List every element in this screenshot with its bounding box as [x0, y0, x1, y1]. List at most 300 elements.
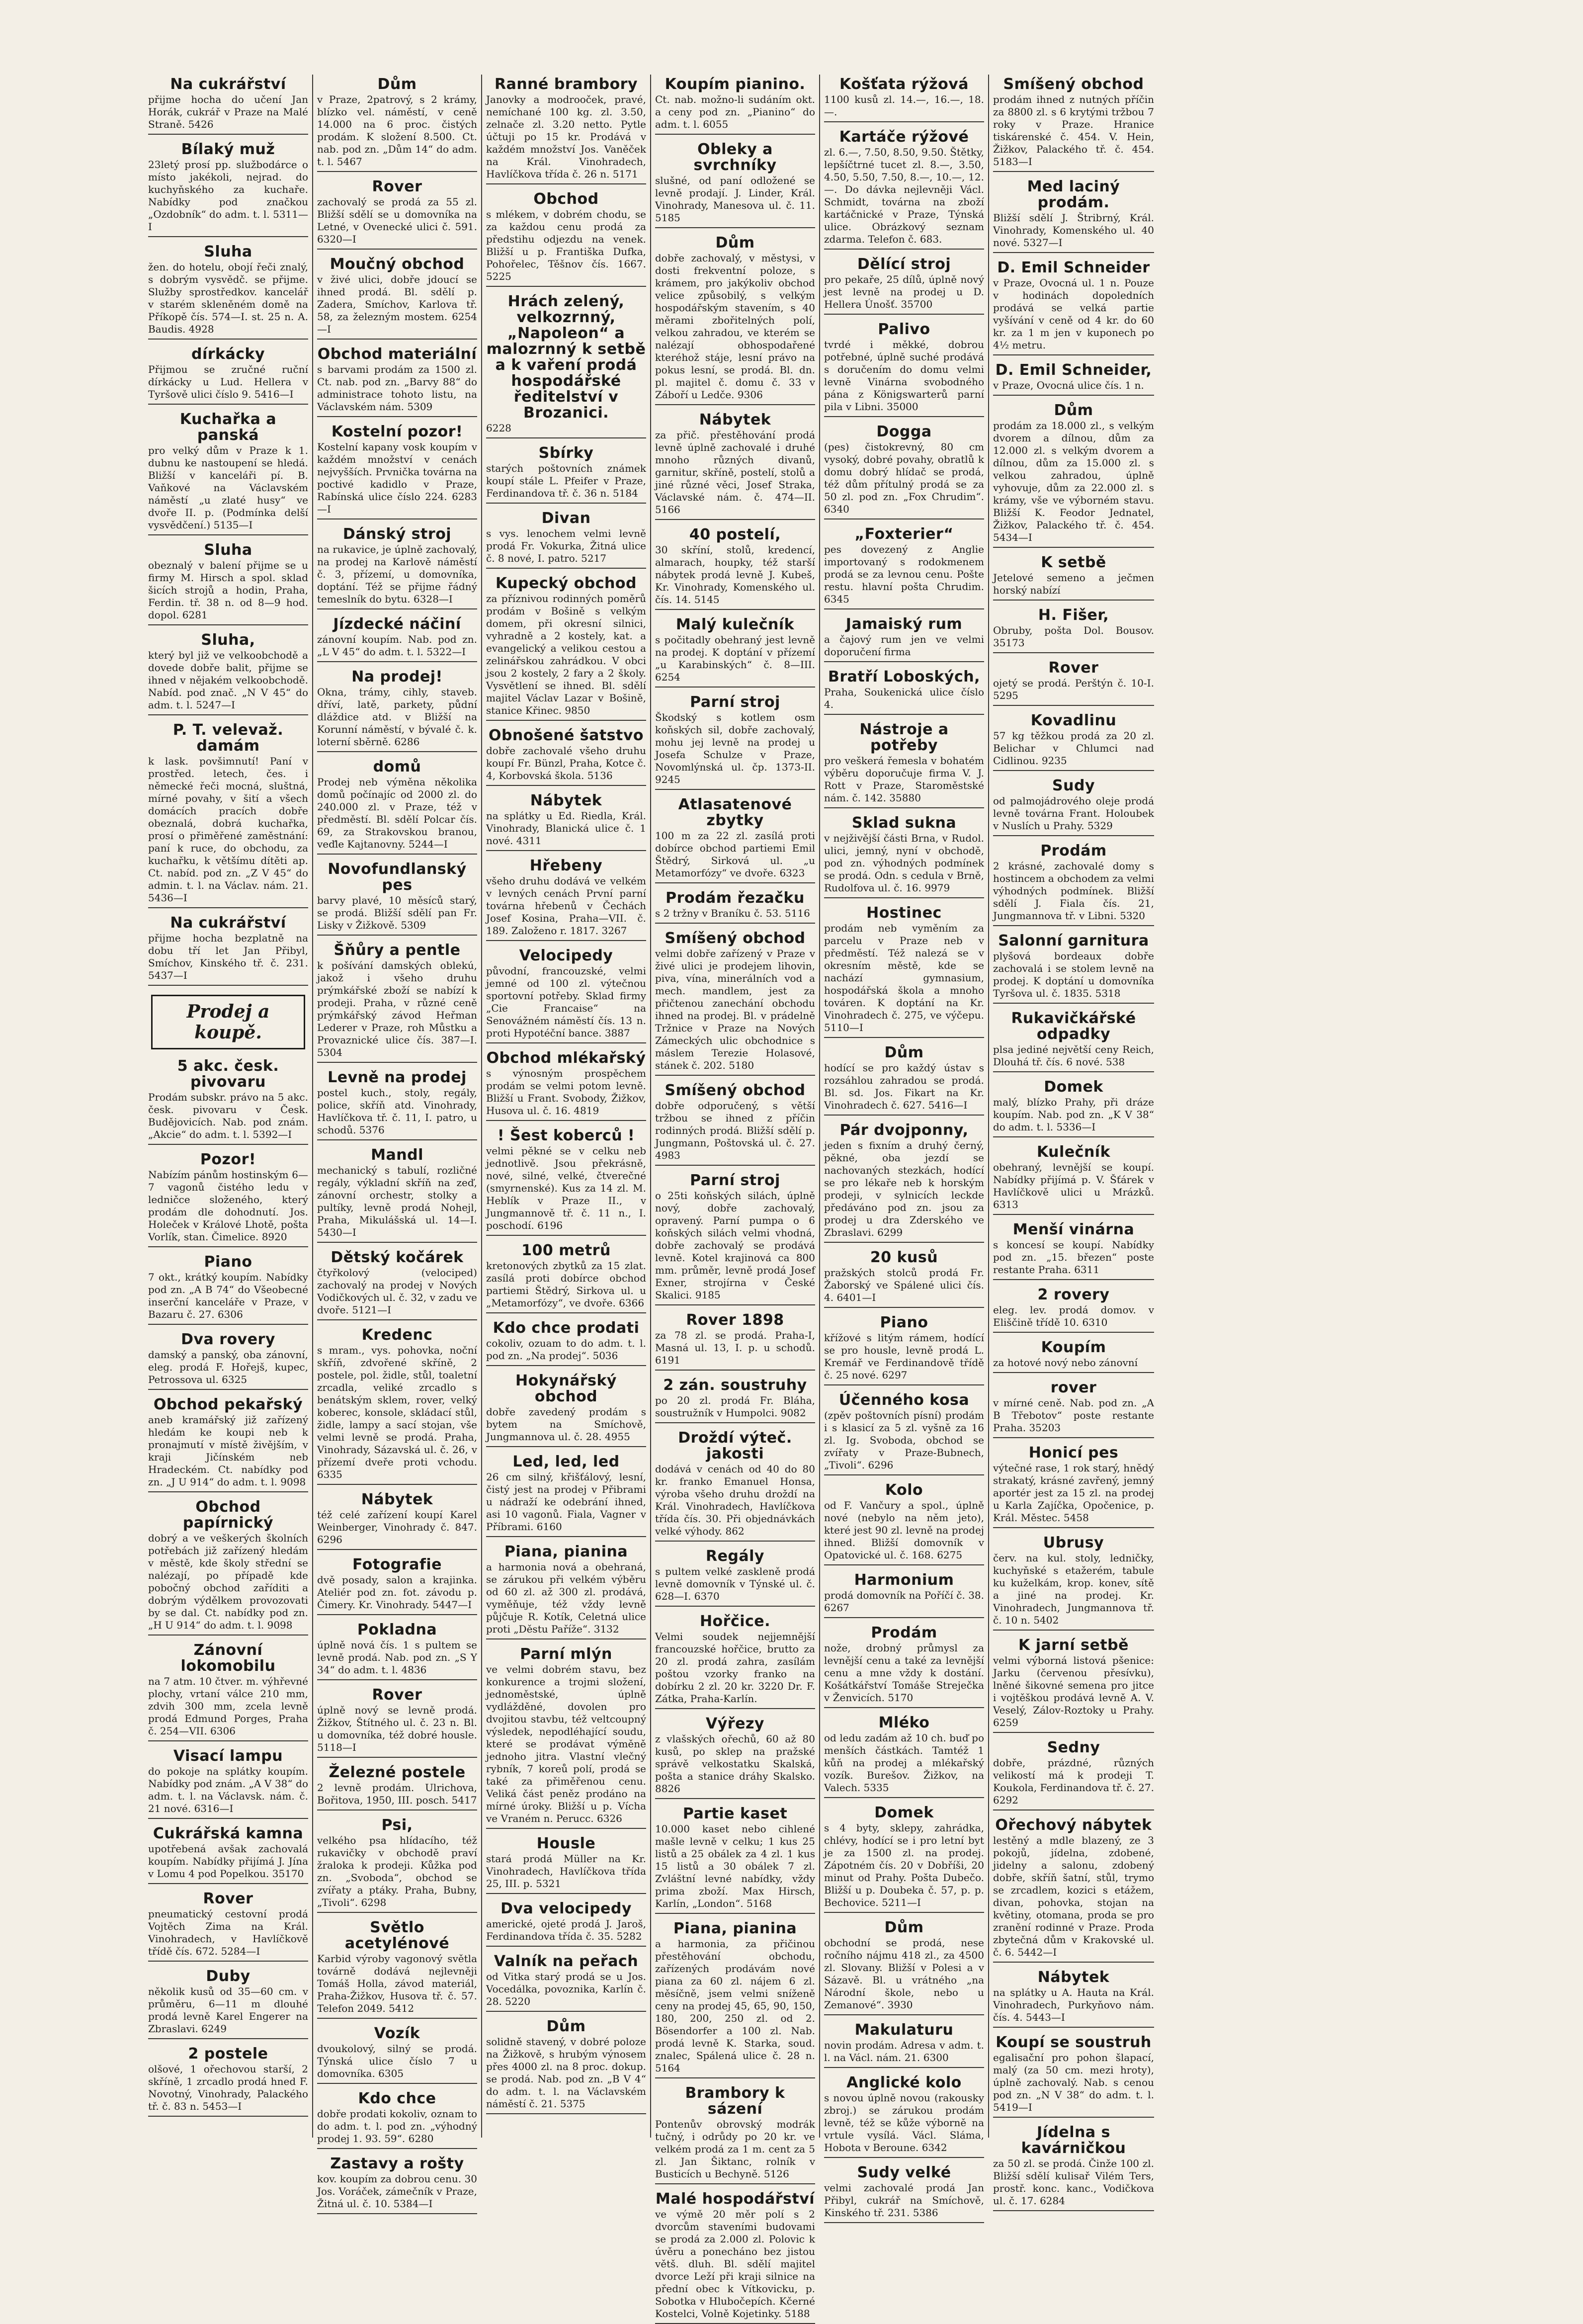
ad-body: starých poštovních známek koupí stále L. Pfeifer v Praze, Ferdinandova tř. č. 36 n. 5184 — [486, 462, 646, 499]
ad-divider — [824, 2014, 984, 2015]
ad-heading: Dva velocipedy — [500, 1900, 632, 1917]
ad-body: barvy plavé, 10 měsíců starý, se prodá. Bližší sdělí pan Fr. Lisky v Žižkově. 5309 — [317, 894, 477, 931]
ad-body: s mram., vys. pohovka, noční skříň, zdvořené skříně, 2 postele, pol. židle, stůl, toaletní zrcadla, veliké zrcadlo s benátským sklem, rover, velký koberec, konsole, skládací stůl, židle, lampy a sací stojan, vše velmi levně se prodá. Praha, Vinohrady, Sázavská ul. č. 26, v přízemí dveře proti vchodu. 6335 — [317, 1344, 477, 1480]
ad-body: dobře zachovalý, v městysi, v dosti frekventní poloze, s krámem, pro jakýkoliv obchod velice způsobilý, s velkým hospodářským stavením, s 40 měrami zbořitelných polí, velkou zahradou, ve kterém se nalézají obhospodařené kteréhož stáje, lesní právo na pokus lesní, se prodá. Bl. dn. pl. majitel č. domu č. 33 v Záboří u Ledče. 9306 — [655, 252, 815, 401]
ad-heading: Hrách zelený, velkozrnný, „Napoleon“ a malozrnný k setbě a k vaření prodá hospodářské ředitelství v Brozanici. — [486, 293, 646, 422]
ad-divider — [148, 1324, 308, 1325]
classified-ads-page — [144, 75, 1496, 2320]
ad-divider — [655, 519, 815, 520]
ad-divider — [993, 395, 1154, 396]
ad-divider — [148, 1144, 308, 1145]
classified-ad — [824, 526, 984, 609]
ad-divider — [317, 854, 477, 855]
classified-ad — [824, 77, 984, 122]
ad-heading: Sklad sukna — [851, 814, 957, 832]
ad-divider — [993, 2117, 1154, 2118]
classified-ad — [317, 861, 477, 936]
ad-divider — [317, 2018, 477, 2019]
ad-heading: Obchod mlékařský — [486, 1049, 646, 1067]
ad-divider — [993, 171, 1154, 172]
ad-divider — [486, 286, 646, 287]
ad-divider — [824, 1912, 984, 1913]
ad-heading: 40 postelí, — [689, 526, 781, 543]
classified-ad — [993, 179, 1154, 253]
ad-heading: Na prodej! — [351, 668, 443, 686]
ad-heading: Nábytek — [699, 411, 771, 429]
ad-body: a harmonia nová a obehraná, se zárukou při velkém výběru od 60 zl. až 300 zl. prodává, vyměňuje, též vždy levně půjčuje R. Kotík, Celetná ulice proti „Děstu Paříže“. 3132 — [486, 1561, 646, 1635]
classified-ad — [993, 403, 1154, 548]
ad-divider — [317, 751, 477, 752]
classified-ad — [993, 1011, 1154, 1072]
ad-heading: Na cukrářství — [170, 76, 286, 93]
classified-ad — [993, 2035, 1154, 2118]
ad-heading: Malé hospodářství — [655, 2190, 815, 2208]
ad-body: výtečné rase, 1 rok starý, hnědý strakatý, krásné zavřený, jemný aportér jest za 15 zl. na prodej u Karla Zajíčka, Opočenice, p. Král. Městec. 5458 — [993, 1462, 1154, 1524]
ad-body: Prodám subskr. právo na 5 akc. česk. pivovaru v Česk. Budějovicích. Nab. pod znám. „Akcie“ do adm. t. l. 5392—I — [148, 1091, 308, 1140]
ad-heading: Cukrářská kamna — [153, 1825, 304, 1842]
ad-heading: Dva rovery — [181, 1331, 275, 1348]
ad-heading: Na cukrářství — [170, 914, 286, 932]
ad-body: žen. do hotelu, obojí řeči znalý, s dobrým vysvědč. se přijme. Služby sprostředkov. kancelář v starém skleněném domě na Příkopě čís. 574—I. st. 25 n. A. Baudis. 4928 — [148, 261, 308, 335]
classified-ad — [486, 1836, 646, 1894]
ad-heading: Regály — [705, 1548, 764, 1565]
ad-divider — [655, 2077, 815, 2078]
classified-ad — [824, 669, 984, 715]
classified-ad — [148, 915, 308, 986]
classified-ad — [824, 129, 984, 250]
ad-heading: Obchod papírnický — [182, 1498, 274, 1532]
ad-heading: Rukavičkářské odpadky — [1011, 1010, 1136, 1043]
ad-heading: Obleky a svrchníky — [693, 141, 777, 174]
classified-ad — [824, 815, 984, 898]
classified-ad — [486, 77, 646, 184]
ad-heading: Dětský kočárek — [331, 1249, 464, 1266]
classified-ad — [486, 1320, 646, 1366]
ad-heading: Pár dvojponny, — [839, 1121, 969, 1139]
ad-heading: Pokladna — [357, 1621, 437, 1638]
ad-body: egalisační pro pohon šlapací, malý (za 50 cm. mezi hroty), úplně zachovalý. Nab. s cenou pod zn. „N V 38“ do adm. t. l. 5419—I — [993, 2052, 1154, 2113]
classified-ad — [655, 1430, 815, 1542]
ad-body: Bližší sdělí J. Štribrný, Král. Vinohrady, Komenského ul. 40 nové. 5327—I — [993, 212, 1154, 249]
ad-body: pneumatický cestovní prodá Vojtěch Zima na Král. Vinohradech, v Havlíčkově třídě čís. 672. 5284—I — [148, 1908, 308, 1957]
ad-divider — [486, 503, 646, 504]
classified-ad — [824, 1250, 984, 1308]
classified-ad — [655, 2085, 815, 2184]
ad-body: 23letý prosí pp. službodárce o místo jakékoli, nejrad. do kuchyňského za kuchaře. Nabídky pod značkou „Ozdobník“ do adm. t. l. 5311—I — [148, 159, 308, 233]
ad-divider — [486, 1638, 646, 1639]
ad-divider — [655, 1370, 815, 1371]
ad-body: dvoukolový, silný se prodá. Týnská ulice číslo 7 u domovníka. 6305 — [317, 2043, 477, 2079]
ad-body: dobrý a ve veškerých školních potřebách již zařízený hledám v městě, kde školy střední se nalézají, po případě kde pobočný obchod zaříditi a dobrým výdělkem provozovati by se dal. Ct. nabídky pod zn. „H U 914“ do adm. t. l. 9098 — [148, 1532, 308, 1631]
ad-heading: Obchod — [533, 190, 599, 208]
ad-divider — [148, 624, 308, 625]
ad-heading: Domek — [1044, 1078, 1103, 1096]
ad-heading: P. T. velevaž. damám — [172, 721, 284, 755]
classified-ad — [486, 1954, 646, 2012]
ad-heading: Dům — [377, 76, 417, 93]
classified-ad — [317, 424, 477, 519]
ad-body: 100 m za 22 zl. zasílá proti dobírce obchod partiemi Emil Štědrý, Sirková ul. „u Metamorfózy“ ve dvoře. 6323 — [655, 830, 815, 879]
ad-heading: K setbě — [1041, 554, 1106, 571]
ad-heading: Piano — [880, 1314, 928, 1331]
ad-divider — [317, 171, 477, 172]
ad-divider — [993, 1003, 1154, 1004]
ad-divider — [824, 314, 984, 315]
classified-ad — [317, 1147, 477, 1243]
ad-divider — [824, 249, 984, 250]
ad-heading: „Foxterier“ — [854, 525, 954, 543]
ad-heading: Nástroje a potřeby — [859, 721, 949, 754]
ad-body: dobře zavedený prodám s bytem na Smíchově, Jungmannova ul. č. 28. 4955 — [486, 1406, 646, 1443]
classified-ad — [993, 1535, 1154, 1631]
ad-divider — [486, 1946, 646, 1947]
classified-ad — [317, 1557, 477, 1615]
ad-column — [482, 75, 651, 2138]
classified-ad — [824, 2022, 984, 2068]
ad-divider — [148, 714, 308, 715]
classified-ad — [486, 793, 646, 851]
classified-ad — [993, 362, 1154, 396]
ad-heading: Zastavy a rošty — [330, 2155, 464, 2172]
ad-heading: Parní mlýn — [520, 1645, 612, 1663]
classified-ad — [655, 890, 815, 924]
ad-body: a harmonia, za přičinou přestěhování obchodu, zařízených prodávám nové piana za 60 zl. nájem 6 zl. měsíčně, jsem velmi sníženě ceny na prodej 45, 65, 90, 150, 180, 200, 250 zl. od 2. Bösendorfer a 100 zl. Nab. prodá levně K. Starka, soud. znalec, Spálená ulice č. 28 n. 5164 — [655, 1938, 815, 2074]
ad-heading: Hořčice. — [699, 1613, 771, 1630]
classified-ad — [317, 2091, 477, 2149]
ad-body: zl. 6.—, 7.50, 8.50, 9.50. Štětky, lepšíčtrné tucet zl. 8.—, 3.50, 4.50, 5.50, 7.50, 8.—, 10.—, 12.—. Do dávka nejlevněji Václ. Schmidt, továrna na zboží kartáčnické v Praze, Týnská ulice. Obrázkový seznam zdarma. Telefon č. 683. — [824, 146, 984, 245]
classified-ad — [824, 2075, 984, 2158]
classified-ad — [993, 1340, 1154, 1373]
ad-body: s 4 byty, sklepy, zahrádka, chlévy, hodící se i pro letní byt je za 1500 zl. na prodej. Zápotném čís. 20 v Dobříši, 20 minut od Prahy. Pošta Dubečo. Bližší u p. Doubeka č. 57, p. p. Bechovice. 5211—I — [824, 1822, 984, 1908]
classified-ad — [317, 1687, 477, 1758]
ad-divider — [655, 923, 815, 924]
ad-heading: Jízdecké náčiní — [333, 615, 461, 633]
ad-heading: Dům — [1054, 402, 1093, 419]
ad-heading: Rover 1898 — [686, 1311, 784, 1329]
ad-body: plsa jediné největší ceny Reich, Dlouhá tř. čís. 6 nové. 538 — [993, 1043, 1154, 1068]
ad-divider — [655, 1708, 815, 1709]
ad-divider — [993, 835, 1154, 836]
ad-divider — [317, 416, 477, 417]
ad-divider — [486, 1365, 646, 1366]
classified-ad — [993, 1222, 1154, 1280]
ad-body: kov. koupím za dobrou cenu. 30 Jos. Voráček, zámečník v Praze, Žitná ul. č. 10. 5384—I — [317, 2173, 477, 2210]
ad-heading: Sedny — [1047, 1739, 1100, 1756]
ad-column — [144, 75, 313, 2138]
classified-ad — [655, 1083, 815, 1166]
ad-divider — [486, 2113, 646, 2114]
classified-ad — [317, 77, 477, 172]
ad-divider — [317, 1484, 477, 1485]
ad-body: americké, ojeté prodá J. Jaroš, Ferdinandova třída č. 35. 5282 — [486, 1918, 646, 1942]
ad-heading: Kuchařka a panská — [179, 411, 277, 444]
classified-ad — [317, 759, 477, 855]
classified-ad — [824, 905, 984, 1038]
classified-ad — [148, 1254, 308, 1325]
ad-body: pes dovezený z Anglie importovaný s rodokmenem prodá se za levnou cenu. Pošte restu. hlavní pošta Chrudim. 6345 — [824, 543, 984, 605]
ad-divider — [655, 687, 815, 688]
classified-ad — [655, 77, 815, 135]
ad-divider — [148, 134, 308, 135]
ad-divider — [993, 252, 1154, 253]
ad-body: prodám neb vyměním za parcelu v Praze neb v předměstí. Též nalezá se v okresním městě, kde se nachází gymnasium, hospodářská škola a mnoho továren. K doptání na Kr. Vinohradech č. 275, ve výčepu. 5110—I — [824, 922, 984, 1033]
ad-heading: Vozík — [374, 2025, 420, 2042]
ad-heading: Účenného kosa — [838, 1391, 970, 1409]
ad-body: s 2 tržny v Braníku č. 53. 5116 — [655, 907, 810, 919]
classified-ad — [993, 1817, 1154, 1963]
ad-heading: Hokynářský obchod — [515, 1372, 617, 1405]
ad-body: v nejživější části Brna, v Rudol. ulici, jemný, nyní v obchodě, pod zn. výhodných podmínek se prodá. Odn. s cedula v Brně, Rudolfova ul. č. 16. 9979 — [824, 832, 984, 894]
section-heading: Prodej a koupě. — [151, 995, 305, 1049]
classified-ad — [317, 943, 477, 1063]
ad-column — [820, 75, 989, 2219]
classified-ad — [993, 778, 1154, 836]
ad-divider — [148, 1883, 308, 1884]
classified-ad — [824, 1920, 984, 2015]
ad-divider — [486, 568, 646, 569]
classified-ad — [148, 1152, 308, 1247]
classified-ad — [655, 694, 815, 790]
ad-heading: Sluha — [204, 243, 252, 260]
ad-body: slušné, od paní odložené se levně prodají. J. Linder, Král. Vinohrady, Manesova ul. č. 11. 5185 — [655, 174, 815, 224]
ad-heading: Kdo chce prodati — [493, 1319, 640, 1337]
ad-body: olšové, 1 ořechovou starší, 2 skříně, 1 zrcadlo prodá hned F. Novotný, Vinohrady, Palackého tř. č. 83 n. 5453—I — [148, 2063, 308, 2112]
ad-heading: Kolo — [885, 1481, 923, 1499]
ad-body: Škodský s kotlem osm koňských sil, dobře zachovalý, mohu jej levně na prodej u Josefa Schulze v Praze, Novomlýnská ul. čp. 1373-II. 9245 — [655, 711, 815, 785]
classified-ad — [148, 244, 308, 340]
ad-heading: Valník na peřach — [494, 1953, 639, 1970]
classified-ad — [317, 1327, 477, 1485]
ad-heading: Partie kaset — [682, 1805, 788, 1822]
ad-heading: Visací lampu — [173, 1747, 283, 1765]
ad-body: hodící se pro každý ústav s rozsáhlou zahradou se prodá. Bl. sd. Jos. Fikart na Kr. Vinohradech č. 627. 5416—I — [824, 1062, 984, 1111]
ad-heading: Dánský stroj — [342, 525, 452, 543]
ad-body: 2 krásné, zachovalé domy s hostincem a obchodem za velmi výhodných podmínek. Bližší sdělí J. Fiala čís. 21, Jungmannova tř. v Libni. 5320 — [993, 860, 1154, 922]
classified-ad — [317, 2156, 477, 2214]
classified-ad — [655, 1377, 815, 1423]
ad-divider — [824, 661, 984, 662]
ad-divider — [993, 1527, 1154, 1528]
ad-divider — [486, 1536, 646, 1537]
ad-column — [989, 75, 1158, 2207]
ad-body: 57 kg těžkou prodá za 20 zl. Belichar v Chlumci nad Cidlinou. 9235 — [993, 730, 1154, 767]
ad-body: Ct. nab. možno-li sudáním okt. a ceny pod zn. „Pianino“ do adm. t. l. 6055 — [655, 93, 815, 130]
classified-ad — [148, 632, 308, 715]
classified-ad — [993, 260, 1154, 355]
classified-ad — [148, 1748, 308, 1819]
ad-divider — [148, 2038, 308, 2039]
ad-divider — [655, 1422, 815, 1423]
ad-divider — [993, 547, 1154, 548]
ad-body: Karbid výroby vagonový světla továrně dodává nejlevněji Tomáš Holla, závod materiál, Praha-Žižkov, Husova tř. č. 57. Telefon 2049. 5412 — [317, 1953, 477, 2014]
ad-divider — [486, 1893, 646, 1894]
classified-ad — [993, 555, 1154, 601]
ad-divider — [317, 1139, 477, 1140]
ad-divider — [655, 1913, 815, 1914]
classified-ad — [317, 1250, 477, 1320]
ad-heading: Brambory k sázení — [685, 2084, 785, 2118]
ad-heading: Pozor! — [200, 1151, 256, 1168]
classified-ad — [824, 1315, 984, 1385]
ad-body: o 25ti koňských silách, úplně nový, dobře zachovalý, opravený. Parní pumpa o 6 koňských silách velmi vhodná, dobře zachovalý se prodává levně. Kotel krajinová ca 800 mm. průměr, levně prodá Josef Exner, strojírna v České Skalici. 9185 — [655, 1190, 815, 1301]
classified-ad — [993, 1740, 1154, 1810]
classified-ad — [148, 1642, 308, 1741]
classified-ad — [486, 1454, 646, 1537]
ad-heading: Sluha, — [201, 631, 255, 649]
classified-ad — [655, 1549, 815, 1607]
ad-heading: Anglické kolo — [846, 2074, 962, 2091]
ad-heading: Rover — [203, 1890, 253, 1907]
ad-divider — [824, 1707, 984, 1708]
classified-ad — [993, 1380, 1154, 1438]
ad-divider — [993, 652, 1154, 653]
ad-body: úplně nový se levně prodá. Žižkov, Štítného ul. č. 23 n. Bl. u domovníka, též dobré housle. 5118—I — [317, 1704, 477, 1753]
ad-body: od palmojádrového oleje prodá levně továrna Frant. Holoubek v Nuslích u Prahy. 5329 — [993, 795, 1154, 832]
ad-divider — [655, 1165, 815, 1166]
ad-body: upotřebená avšak zachovalá koupím. Nabídky přijímá J. Jína v Lomu 4 pod Popelkou. 35170 — [148, 1843, 308, 1880]
ad-heading: D. Emil Schneider, — [995, 361, 1152, 379]
ad-heading: 2 zán. soustruhy — [663, 1377, 807, 1394]
ad-divider — [824, 1617, 984, 1618]
classified-ad — [824, 722, 984, 808]
ad-heading: Nábytek — [361, 1491, 433, 1508]
ad-divider — [655, 404, 815, 405]
ad-body: s pultem velké zaskleně prodá levně domovník v Týnské ul. č. 628—I. 6370 — [655, 1565, 815, 1602]
classified-ad — [655, 142, 815, 228]
ad-body: s výnosným prospěchem prodám se velmi potom levně. Bližší u Frant. Svobody, Žižkov, Husova ul. č. 16. 4819 — [486, 1067, 646, 1117]
ad-divider — [824, 416, 984, 417]
ad-body: v mírné ceně. Nab. pod zn. „A B Třebotov“ poste restante Praha. 35203 — [993, 1397, 1154, 1434]
ad-heading: Kostelní pozor! — [331, 423, 463, 440]
ad-heading: Menší vinárna — [1012, 1221, 1135, 1238]
ad-heading: Levně na prodej — [328, 1069, 467, 1086]
classified-ad — [317, 1070, 477, 1140]
ad-divider — [317, 1319, 477, 1320]
ad-heading: Obnošené šatstvo — [488, 727, 644, 744]
ad-body: velmi výborná listová pšenice: Jarku (červenou přesívku), lněné šikovné semena pro jitce i vojtěškou prodává levně A. V. Veselý, Zálov-Roztoky u Prahy. 6259 — [993, 1654, 1154, 1728]
ad-heading: Jamaiský rum — [845, 615, 963, 633]
ad-divider — [486, 183, 646, 184]
ad-body: Přijmou se zručné ruční dírkácky u Lud. Hellera v Tyršově ulici číslo 9. 5416—I — [148, 363, 308, 400]
ad-divider — [655, 789, 815, 790]
ad-body: též celé zařízení koupí Karel Weinberger, Vinohrady č. 847. 6296 — [317, 1509, 477, 1546]
classified-ad — [655, 235, 815, 405]
ad-heading: Dělící stroj — [857, 256, 951, 273]
classified-ad — [993, 933, 1154, 1004]
ad-divider — [148, 1818, 308, 1819]
ad-heading: Ranné brambory — [494, 76, 638, 93]
ad-body: s mlékem, v dobrém chodu, se za každou cenu prodá za předstihu odjezdu na venek. Bližší u p. Františka Dufka, Pohořelec, Těšnov čís. 1667. 5225 — [486, 208, 646, 282]
ad-body: eleg. lev. prodá domov. v Eliščině třídě 10. 6310 — [993, 1304, 1154, 1328]
ad-divider — [317, 249, 477, 250]
ad-divider — [824, 608, 984, 609]
ad-heading: Housle — [536, 1835, 596, 1852]
ad-divider — [993, 925, 1154, 926]
classified-ad — [486, 191, 646, 287]
classified-ad — [148, 412, 308, 535]
ad-body: původní, francouzské, velmi jemné od 100 zl. výtečnou sportovní potřeby. Sklad firmy „Cie Francaise“ na Senovážném náměstí čís. 13 n. proti Hypotéční bance. 3887 — [486, 965, 646, 1039]
classified-ad — [655, 1173, 815, 1305]
classified-ad — [655, 1921, 815, 2078]
ad-heading: Palivo — [878, 321, 930, 338]
ad-heading: Piano — [204, 1253, 252, 1271]
ad-body: v živé ulici, dobře jdoucí se ihned prodá. Bl. sdělí p. Zadera, Smíchov, Karlova tř. 58, za železným mostem. 6254—I — [317, 273, 477, 335]
ad-body: v Praze, Ovocná ul. 1 n. Pouze v hodinách dopoledních prodává se velká partie vyšívání v ceně od 4 kr. do 60 kr. za 1 m jen v kuponech po 4½ metru. — [993, 277, 1154, 351]
classified-ad — [148, 142, 308, 237]
classified-ad — [148, 2046, 308, 2117]
ad-body: velmi zachovalé prodá Jan Přibyl, cukrář na Smíchově, Kinského tř. 231. 5386 — [824, 2182, 984, 2219]
ad-divider — [148, 404, 308, 405]
classified-ad — [655, 1806, 815, 1914]
ad-divider — [317, 1679, 477, 1680]
ad-heading: Ořechový nábytek — [995, 1816, 1152, 1834]
classified-ad — [148, 722, 308, 908]
classified-ad — [486, 511, 646, 569]
ad-heading: Mléko — [878, 1714, 930, 1731]
ad-divider — [824, 1115, 984, 1116]
ad-body: ve velmi dobrém stavu, bez konkurence a trojmi složení, jednoměstské, úplně vydlážděné, dovolen pro dvojitou stavbu, též veltcoupný výsledek, nepodléhající soudu, které se prodávat výměně jednoho jitra. Vlastní vlečný rybník, 7 koreů polí, prodá se také za přiměřenou cenu. Veliká část peněz prodáno na mírné úroky. Bližší u p. Vícha ve Vraném n. Perucc. 6326 — [486, 1663, 646, 1824]
ad-divider — [993, 2027, 1154, 2028]
classified-ad — [993, 2125, 1154, 2211]
ad-body: dvě posady, salon a krajinka. Ateliér pod zn. fot. závodu p. Čimery. Kr. Vinohrady. 5447—I — [317, 1574, 477, 1611]
classified-ad — [317, 616, 477, 662]
ad-heading: Hostinec — [866, 904, 942, 922]
ad-heading: 5 akc. česk. pivovaru — [177, 1057, 279, 1091]
classified-ad — [655, 412, 815, 520]
ad-divider — [317, 339, 477, 340]
ad-body: (pes) čistokrevný, 80 cm vysoký, dobré povahy, obratlů k domu dobrý hlídač se prodá, též dům přítulný prodá se za 50 zl. pod zn. „Fox Chrudim“. 6340 — [824, 441, 984, 515]
ad-heading: dírkácky — [191, 345, 265, 363]
ad-body: plyšová bordeaux dobře zachovalá i se stolem levně na prodej. K doptání u domovníka Tyršova ul. č. 1835. 5318 — [993, 950, 1154, 999]
ad-body: a čajový rum jen ve velmi doporučení firma — [824, 633, 984, 658]
ad-body: postel kuch., stoly, regály, police, skříň atd. Vinohrady, Havlíčkova tř. č. 11, I. patro, u schodů. 5376 — [317, 1087, 477, 1136]
ad-body: s vys. lenochem velmi levně prodá Fr. Vokurka, Žitná ulice č. 8 nové, I. patro. 5217 — [486, 527, 646, 564]
ad-heading: Výřezy — [706, 1715, 764, 1732]
ad-body: Praha, Soukenická ulice číslo 4. — [824, 686, 984, 710]
classified-ad — [824, 322, 984, 417]
ad-divider — [824, 1474, 984, 1475]
classified-ad — [148, 1332, 308, 1390]
classified-ad — [486, 1243, 646, 1313]
ad-body: cokoliv, ozuam to do adm. t. l. pod zn. „Na prodej“. 5036 — [486, 1337, 646, 1362]
ad-divider — [993, 600, 1154, 601]
ad-heading: Psi, — [381, 1816, 413, 1834]
ad-body: velkého psa hlídacího, též rukavičky v obchodě praví žraloka k prodeji. Kůžka pod zn. „Svoboda“, obchod se zvířaty a ptáky. Praha, Bubny, „Tivoli“. 6298 — [317, 1834, 477, 1908]
ad-heading: Piana, pianina — [673, 1920, 797, 1937]
ad-divider — [486, 1312, 646, 1313]
classified-ad — [317, 1622, 477, 1680]
ad-heading: Bílaký muž — [181, 141, 275, 158]
ad-heading: Prodám — [1040, 842, 1107, 860]
ad-body: za přič. přestěhování prodá levně úplně zachovalé i druhé mnoho různých divanů, garnitur, skříně, postelí, stolů a jiné různé věci, Josef Straka, Václavské nám. č. 474—II. 5166 — [655, 429, 815, 516]
classified-ad — [655, 931, 815, 1076]
ad-body: za 50 zl. se prodá. Činže 100 zl. Bližší sdělí kulisař Vilém Ters, prostř. konc. kanc., Vodičkova ul. č. 17. 6284 — [993, 2157, 1154, 2207]
classified-ad — [655, 1614, 815, 1709]
classified-ad — [993, 77, 1154, 172]
ad-divider — [317, 1614, 477, 1615]
classified-ad — [486, 858, 646, 941]
ad-divider — [824, 714, 984, 715]
ad-heading: Dům — [884, 1919, 924, 1936]
ad-divider — [148, 907, 308, 908]
ad-divider — [317, 2083, 477, 2084]
ad-body: s novou úplně novou (rakousky zbroj.) se zárukou prodám levně, též se kůže výborně na vrtule vysílá. Václ. Sláma, Hobota v Beroune. 6342 — [824, 2092, 984, 2153]
ad-divider — [993, 1136, 1154, 1137]
ad-column — [651, 75, 820, 2320]
ad-heading: Moučný obchod — [330, 256, 465, 273]
classified-ad — [993, 1144, 1154, 1215]
ad-heading: Smíšený obchod — [1003, 76, 1144, 93]
